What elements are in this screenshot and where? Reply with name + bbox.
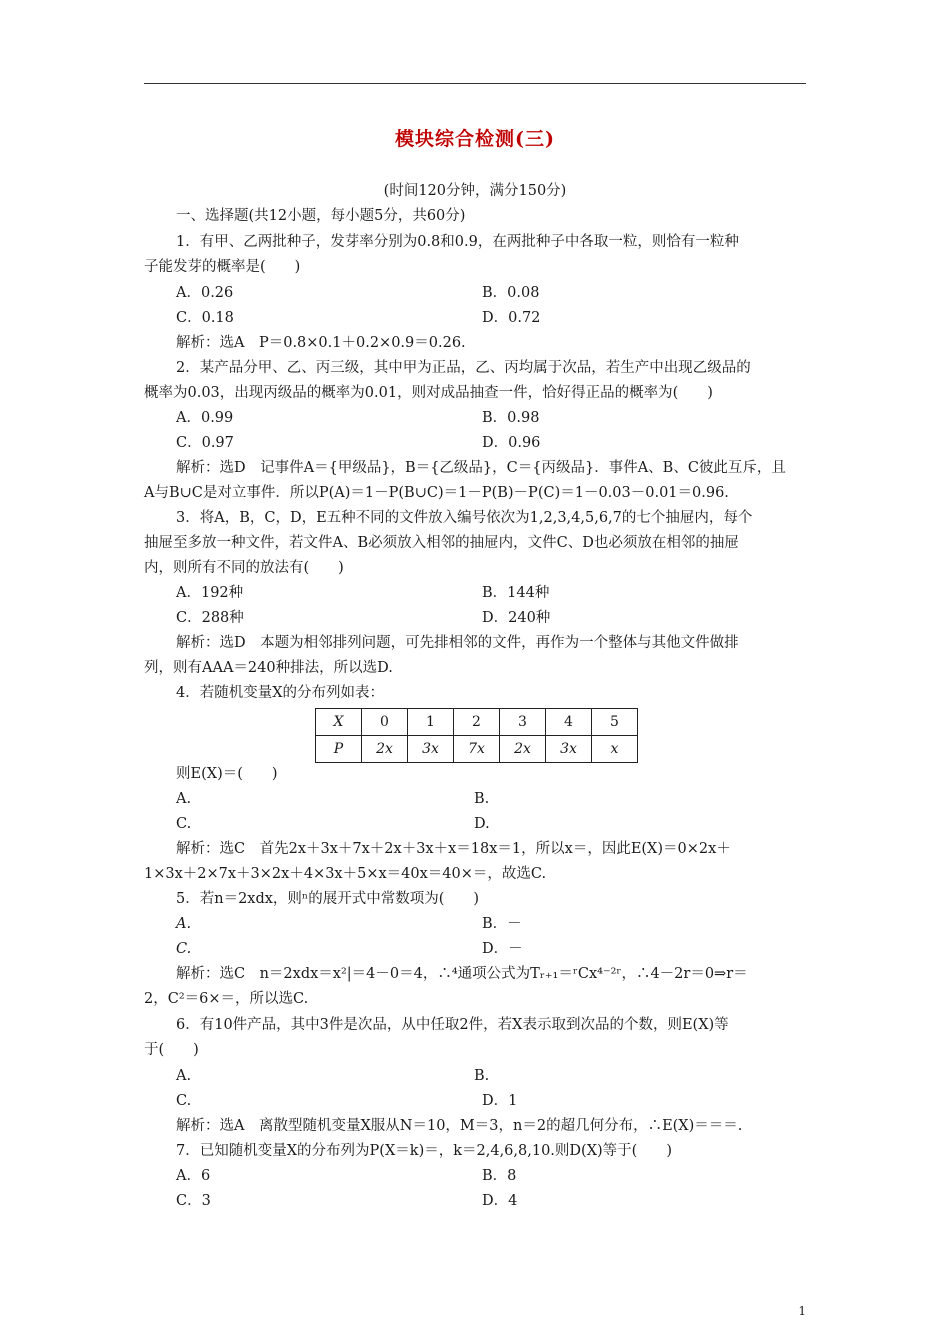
table-cell: X <box>316 709 362 736</box>
q7-stem: 7．已知随机变量X的分布列为P(X＝k)＝，k＝2,4,6,8,10.则D(X)等于( ) <box>176 1143 672 1159</box>
q2-option-d: D．0.96 <box>482 435 541 451</box>
q7-option-a: A．6 <box>176 1168 211 1184</box>
table-cell: 2 <box>454 709 500 736</box>
q2-option-b: B．0.98 <box>482 410 540 426</box>
q3-option-b: B．144种 <box>482 585 550 601</box>
q4-option-b: B. <box>474 791 490 807</box>
q4-ask: 则E(X)＝( ) <box>176 766 278 782</box>
q5-option-b: B．－ <box>482 916 522 932</box>
q3-stem-line1: 3．将A，B，C，D，E五种不同的文件放入编号依次为1,2,3,4,5,6,7的七个抽屉内，每个 <box>176 510 753 526</box>
q3-solution-line2: 列，则有AAA＝240种排法，所以选D. <box>144 660 393 676</box>
q6-option-a: A. <box>176 1068 192 1084</box>
q5-option-c: C. <box>176 941 192 957</box>
q1-solution: 解析：选A P＝0.8×0.1＋0.2×0.9＝0.26. <box>176 335 466 351</box>
table-row <box>316 709 638 736</box>
q2-solution-line1: 解析：选D 记事件A＝{甲级品}，B＝{乙级品}，C＝{丙级品}．事件A、B、C彼此互斥，且 <box>176 460 786 476</box>
q4-option-c: C. <box>176 816 192 832</box>
header-rule <box>144 83 806 84</box>
q1-stem-line1: 1．有甲、乙两批种子，发芽率分别为0.8和0.9，在两批种子中各取一粒，则恰有一粒种 <box>176 234 739 250</box>
table-cell: 2x <box>500 736 546 763</box>
q2-option-a: A．0.99 <box>176 410 234 426</box>
table-cell: 1 <box>408 709 454 736</box>
page-title: 模块综合检测(三) <box>395 128 555 150</box>
q5-stem: 5．若n＝2xdx，则ⁿ的展开式中常数项为( ) <box>176 891 480 907</box>
q6-option-d: D．1 <box>482 1093 518 1109</box>
table-cell: P <box>316 736 362 763</box>
table-cell: 3x <box>546 736 592 763</box>
q2-stem-line2: 概率为0.03，出现丙级品的概率为0.01，则对成品抽查一件，恰好得正品的概率为( ) <box>144 385 713 401</box>
q4-option-d: D. <box>474 816 490 832</box>
table-cell: 4 <box>546 709 592 736</box>
q4-stem: 4．若随机变量X的分布列如表： <box>176 685 385 701</box>
q1-stem-line2: 子能发芽的概率是( ) <box>144 259 301 275</box>
q3-stem-line2: 抽屉至多放一种文件，若文件A、B必须放入相邻的抽屉内，文件C、D也必须放在相邻的抽屉 <box>144 535 739 551</box>
q6-option-c: C. <box>176 1093 192 1109</box>
table-cell: 0 <box>362 709 408 736</box>
table-row <box>316 736 638 763</box>
q5-option-a: A. <box>176 916 192 932</box>
table-cell: x <box>592 736 638 763</box>
q6-stem-line1: 6．有10件产品，其中3件是次品，从中任取2件，若X表示取到次品的个数，则E(X)等 <box>176 1017 729 1033</box>
q6-stem-line2: 于( ) <box>144 1042 199 1058</box>
q6-option-b: B. <box>474 1068 490 1084</box>
q5-solution-line1: 解析：选C n＝2xdx＝x²|＝4－0＝4，∴⁴通项公式为Tᵣ₊₁＝ʳCx⁴⁻²ʳ，∴4－2r＝0⇒r＝ <box>176 966 748 982</box>
q5-solution-line2: 2，C²＝6×＝，所以选C. <box>144 991 309 1007</box>
q4-solution-line1: 解析：选C 首先2x＋3x＋7x＋2x＋3x＋x＝18x＝1，所以x＝，因此E(X)＝0×2x＋ <box>176 841 731 857</box>
q1-option-b: B．0.08 <box>482 285 540 301</box>
page-number: 1 <box>798 1304 806 1318</box>
q4-solution-line2: 1×3x＋2×7x＋3×2x＋4×3x＋5×x＝40x＝40×＝，故选C. <box>144 866 547 882</box>
distribution-table <box>315 708 638 763</box>
q1-option-c: C．0.18 <box>176 310 234 326</box>
table-cell: 5 <box>592 709 638 736</box>
q2-stem-line1: 2．某产品分甲、乙、丙三级，其中甲为正品，乙、丙均属于次品，若生产中出现乙级品的 <box>176 360 751 376</box>
table-cell: 2x <box>362 736 408 763</box>
q3-option-c: C．288种 <box>176 610 244 626</box>
section-heading: 一、选择题(共12小题，每小题5分，共60分) <box>176 208 466 224</box>
q3-solution-line1: 解析：选D 本题为相邻排列问题，可先排相邻的文件，再作为一个整体与其他文件做排 <box>176 635 739 651</box>
q2-solution-line2: A与B∪C是对立事件．所以P(A)＝1－P(B∪C)＝1－P(B)－P(C)＝1－0.03－0.01＝0.96. <box>144 485 729 501</box>
q5-option-d: D．－ <box>482 941 523 957</box>
q6-solution: 解析：选A 离散型随机变量X服从N＝10，M＝3，n＝2的超几何分布，∴E(X)＝＝＝. <box>176 1118 743 1134</box>
q1-option-a: A．0.26 <box>176 285 234 301</box>
q3-stem-line3: 内，则所有不同的放法有( ) <box>144 560 344 576</box>
q7-option-d: D．4 <box>482 1193 518 1209</box>
table-cell: 3x <box>408 736 454 763</box>
q7-option-c: C．3 <box>176 1193 211 1209</box>
q7-option-b: B．8 <box>482 1168 517 1184</box>
q2-option-c: C．0.97 <box>176 435 234 451</box>
q3-option-a: A．192种 <box>176 585 244 601</box>
q3-option-d: D．240种 <box>482 610 551 626</box>
table-cell: 7x <box>454 736 500 763</box>
table-cell: 3 <box>500 709 546 736</box>
subtitle: (时间120分钟，满分150分) <box>383 183 567 199</box>
q1-option-d: D．0.72 <box>482 310 541 326</box>
q4-option-a: A. <box>176 791 192 807</box>
